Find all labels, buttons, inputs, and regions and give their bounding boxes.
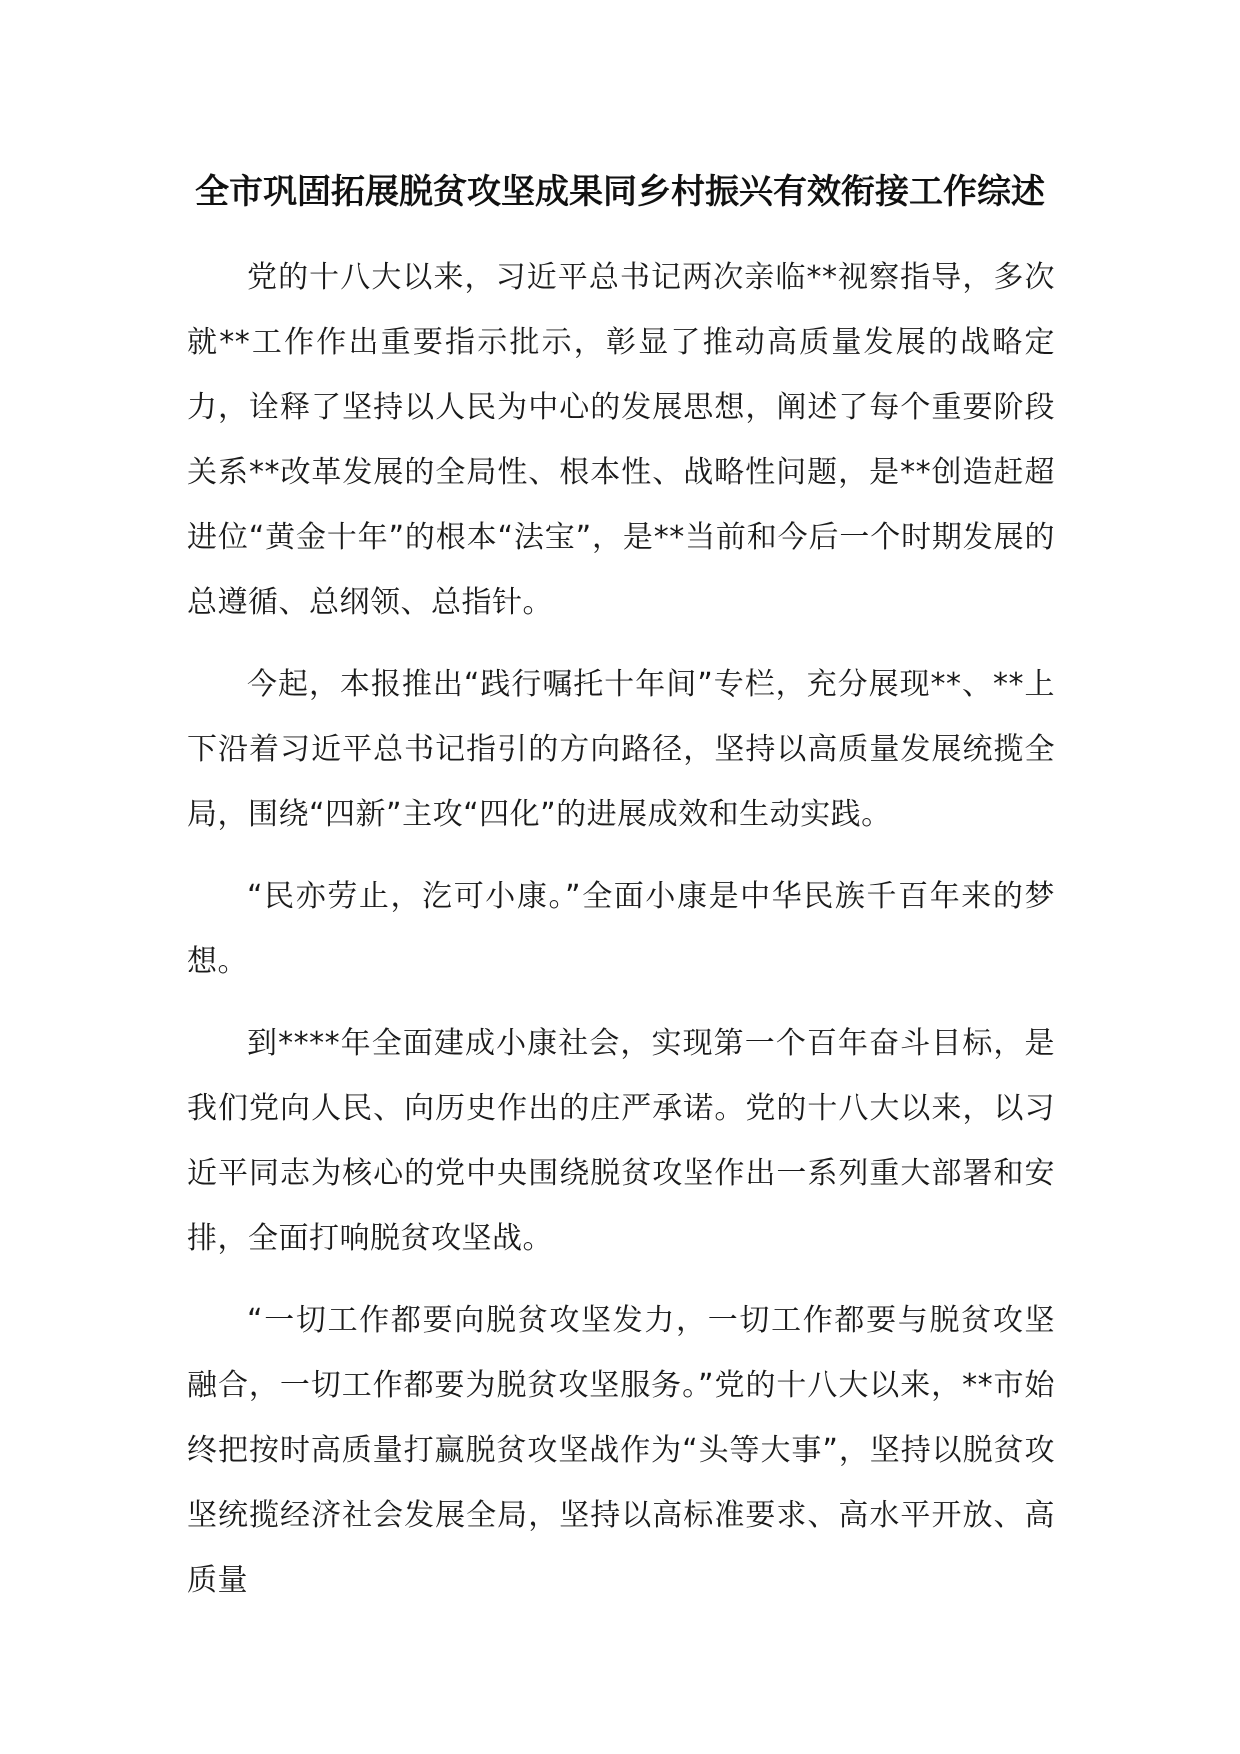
paragraph: “一切工作都要向脱贫攻坚发力，一切工作都要与脱贫攻坚融合，一切工作都要为脱贫攻坚服务。”党的十八大以来，**市始终把按时高质量打赢脱贫攻坚战作为“头等大事”，坚持以脱贫攻坚统揽经济社会发展全局，坚持以高标准要求、高水平开放、高质量 bbox=[187, 1303, 1055, 1598]
paragraph: 今起，本报推出“践行嘱托十年间”专栏，充分展现**、**上下沿着习近平总书记指引的方向路径，坚持以高质量发展统揽全局，围绕“四新”主攻“四化”的进展成效和生动实践。 bbox=[187, 667, 1055, 832]
paragraph: 党的十八大以来，习近平总书记两次亲临**视察指导，多次就**工作作出重要指示批示，彰显了推动高质量发展的战略定力，诠释了坚持以人民为中心的发展思想，阐述了每个重要阶段关系**改革发展的全局性、根本性、战略性问题，是**创造赶超进位“黄金十年”的根本“法宝”，是**当前和今后一个时期发展的总遵循、总纲领、总指针。 bbox=[187, 260, 1055, 620]
document-title: 全市巩固拓展脱贫攻坚成果同乡村振兴有效衔接工作综述 bbox=[195, 172, 1045, 212]
paragraph: 到****年全面建成小康社会，实现第一个百年奋斗目标，是我们党向人民、向历史作出的庄严承诺。党的十八大以来，以习近平同志为核心的党中央围绕脱贫攻坚作出一系列重大部署和安排，全面打响脱贫攻坚战。 bbox=[187, 1026, 1055, 1256]
paragraph: “民亦劳止，汔可小康。”全面小康是中华民族千百年来的梦想。 bbox=[187, 879, 1055, 979]
document-body bbox=[187, 245, 1055, 1630]
